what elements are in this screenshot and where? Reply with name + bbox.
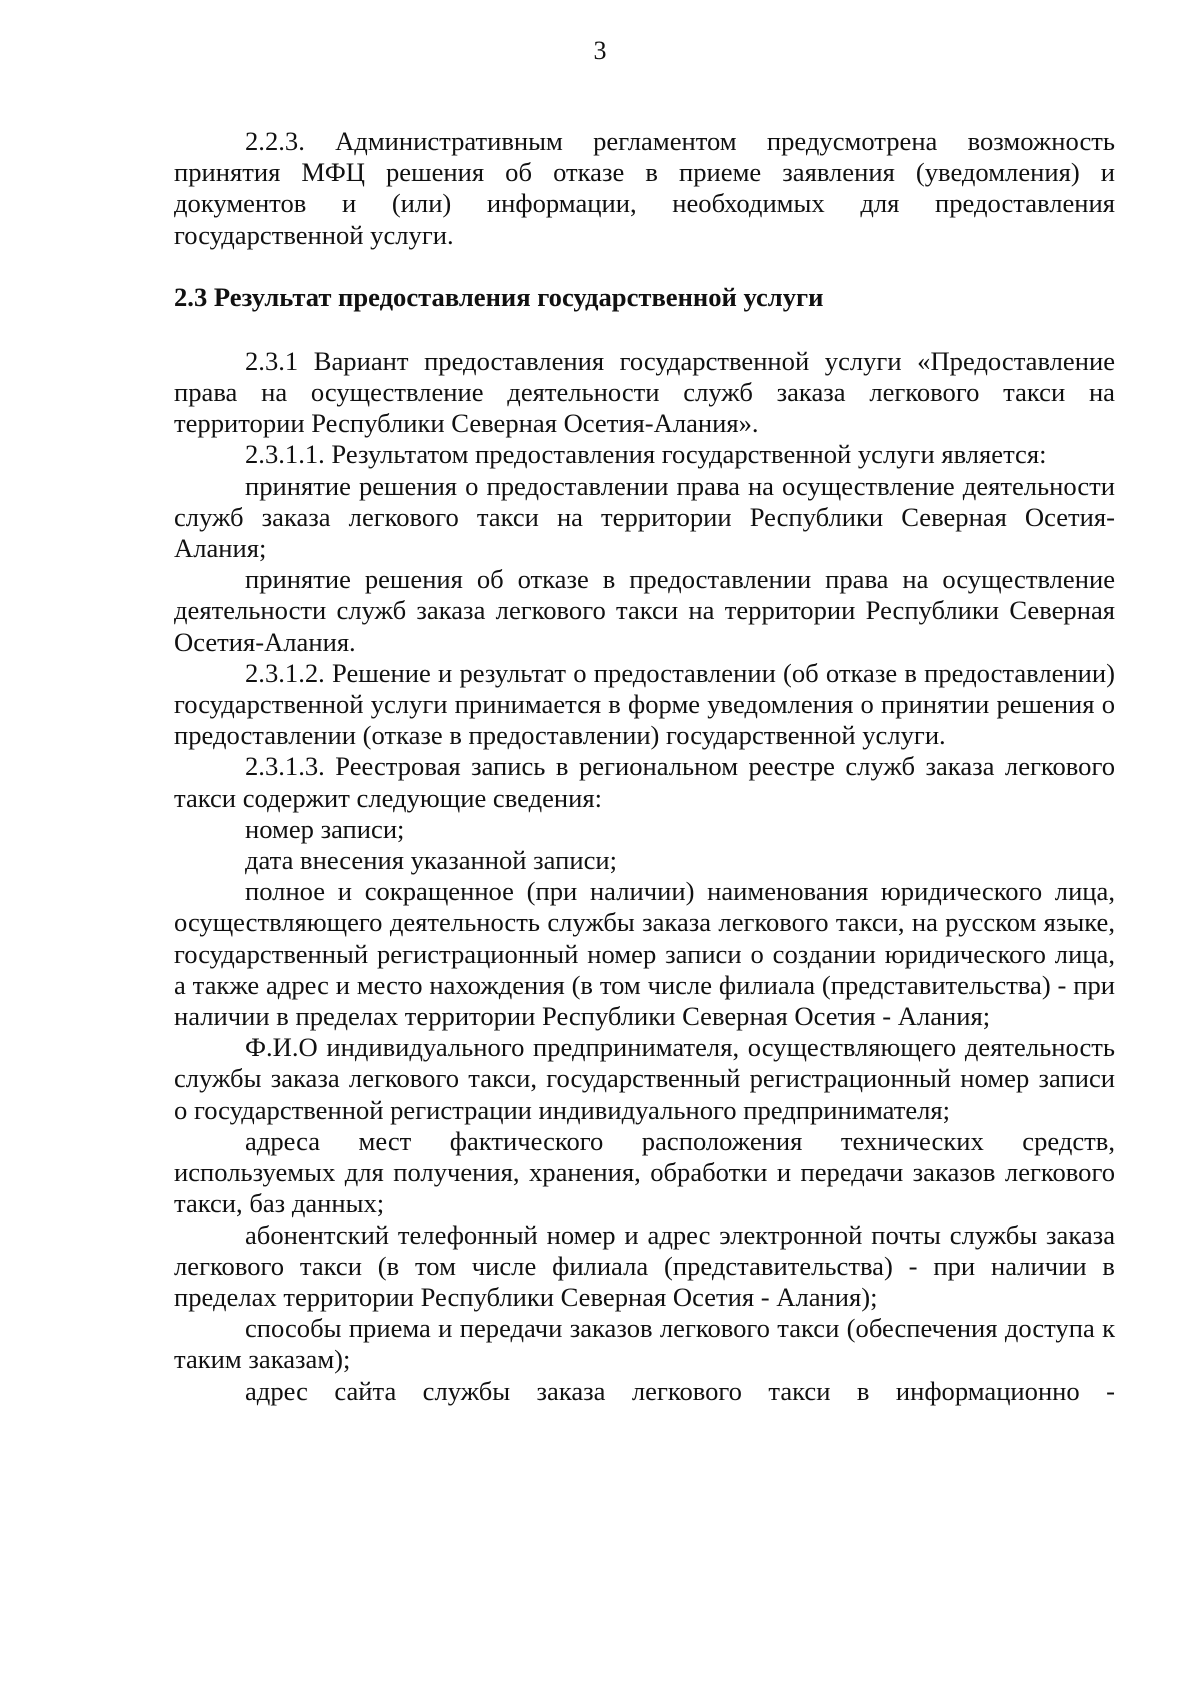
section-heading: 2.3 Результат предоставления государственной услуги: [174, 281, 824, 312]
list-item-entrepreneur: Ф.И.О индивидуального предпринимателя, осуществляющего деятельность службы заказа легкового такси, государственный регистрационный номер записи о государственной регистрации индивидуального предпринимателя;: [174, 1032, 1115, 1125]
page-number: 3: [593, 36, 607, 65]
list-item-legal-entity: полное и сокращенное (при наличии) наименования юридического лица, осуществляющего деятельность службы заказа легкового такси, на русском языке, государственный регистрационный номер записи о создании юридического лица, а также адрес и место нахождения (в том числе филиала (представительства) - при наличии в пределах территории Республики Северная Осетия - Алания;: [174, 876, 1115, 1032]
paragraph-2-3-1-1: 2.3.1.1. Результатом предоставления государственной услуги является:: [245, 439, 1047, 470]
paragraph-result-grant: принятие решения о предоставлении права на осуществление деятельности служб заказа легкового такси на территории Республики Северная Осетия-Алания;: [174, 470, 1115, 564]
list-item-phone: абонентский телефонный номер и адрес электронной почты службы заказа легкового такси (в том числе филиала (представительства) - при наличии в пределах территории Республики Северная Осетия - Алания);: [174, 1219, 1115, 1312]
list-item-record-date: дата внесения указанной записи;: [245, 845, 617, 876]
paragraph-result-refuse: принятие решения об отказе в предоставлении права на осуществление деятельности служб заказа легкового такси на территории Республики Северная Осетия-Алания.: [174, 564, 1115, 657]
paragraph-2-3-1-2: 2.3.1.2. Решение и результат о предоставлении (об отказе в предоставлении) государственной услуги принимается в форме уведомления о принятии решения о предоставлении (отказе в предоставлении) государственной услуги.: [174, 657, 1115, 751]
list-item-addresses: адреса мест фактического расположения технических средств, используемых для получения, хранения, обработки и передачи заказов легкового такси, баз данных;: [174, 1125, 1115, 1219]
paragraph-2-3-1: 2.3.1 Вариант предоставления государственной услуги «Предоставление права на осуществление деятельности служб заказа легкового такси на территории Республики Северная Осетия-Алания».: [174, 345, 1115, 439]
list-item-website: адрес сайта службы заказа легкового такси в информационно -: [245, 1375, 1115, 1406]
list-item-record-number: номер записи;: [245, 813, 405, 844]
list-item-methods: способы приема и передачи заказов легкового такси (обеспечения доступа к таким заказам);: [174, 1313, 1115, 1375]
document-body: [174, 126, 1115, 1407]
paragraph-2-2-3: 2.2.3. Административным регламентом предусмотрена возможность принятия МФЦ решения об отказе в приеме заявления (уведомления) и документов и (или) информации, необходимых для предоставления государственной услуги.: [174, 126, 1115, 250]
paragraph-2-3-1-3: 2.3.1.3. Реестровая запись в региональном реестре служб заказа легкового такси содержит следующие сведения:: [174, 751, 1115, 813]
